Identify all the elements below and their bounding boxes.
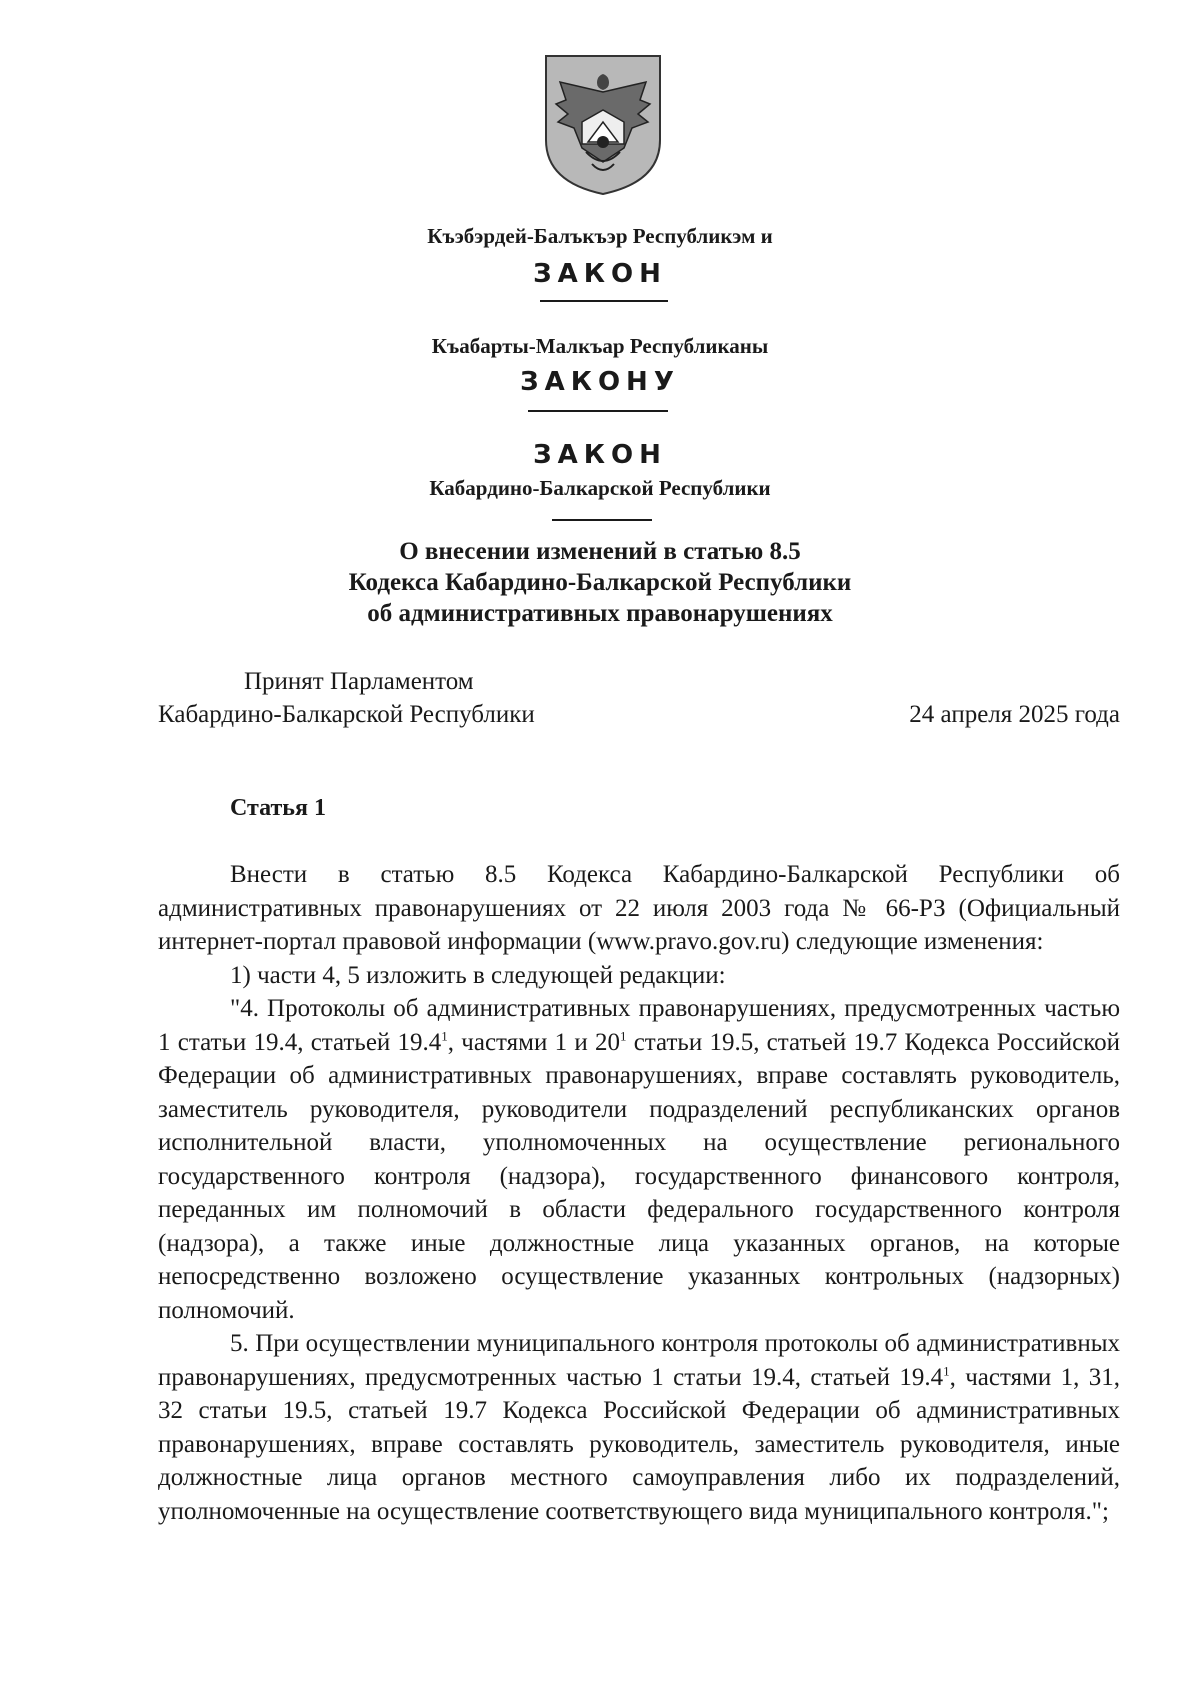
- text-run: , частями 1, 31, 32 статьи 19.5, статьей 19.7 Кодекса Российской Федерации об административных правонарушениях, вправе составлять руководитель, заместитель руководителя, иные должностные лица органов местного самоуправления либо их подразделений, уполномоченные на осуществление соответствующего вида муниципального контроля.";: [158, 1363, 1121, 1525]
- article-body: [158, 858, 1120, 1528]
- balkar-law-word: ЗАКОНУ: [520, 367, 680, 397]
- divider-rule: [552, 519, 652, 521]
- text-run: статьи 19.5, статьей 19.7 Кодекса Российской Федерации об административных правонарушениях, вправе составлять руководитель, заместитель руководителя, руководители подразделений республиканских органов исполнительной власти, уполномоченных на осуществление регионального государственного контроля (надзора), государственного финансового контроля, переданных им полномочий в области федерального государственного контроля (надзора), а также иные должностные лица указанных органов, на которые непосредственно возложено осуществление указанных контрольных (надзорных) полномочий.: [158, 1028, 1120, 1324]
- russian-title-line: Кабардино-Балкарской Республики: [429, 476, 771, 500]
- law-title-line: Кодекса Кабардино-Балкарской Республики: [348, 569, 852, 596]
- article-item: 1) части 4, 5 изложить в следующей редакции:: [230, 961, 726, 989]
- article-paragraph-5: [158, 1327, 1120, 1528]
- superscript: 1: [619, 1028, 627, 1044]
- text-run: 5. При осуществлении муниципального контроля протоколы об административных правонарушениях, предусмотренных частью 1 статьи 19.4, статьей 19.4: [158, 1330, 1120, 1391]
- article-heading: Статья 1: [230, 795, 326, 821]
- balkar-title-line: Къабарты-Малкъар Республиканы: [431, 334, 769, 358]
- kabardian-title-line: Къэбэрдей-Балъкъэр Республикэм и: [427, 224, 773, 248]
- article-intro: Внести в статью 8.5 Кодекса Кабардино-Балкарской Республики об административных правонарушениях от 22 июля 2003 года № 66-РЗ (Официальный интернет-портал правовой информации (www.pravo.gov.ru) следующие изменения:: [158, 861, 1120, 955]
- kabardian-law-word: ЗАКОН: [533, 259, 667, 289]
- adopted-parliament-line: Кабардино-Балкарской Республики: [158, 701, 535, 728]
- divider-rule: [540, 300, 668, 302]
- text-run: , частями 1 и 20: [447, 1028, 620, 1056]
- adopted-by-line: Принят Парламентом: [244, 668, 474, 695]
- coat-of-arms-emblem: [542, 52, 664, 197]
- russian-law-word: ЗАКОН: [533, 440, 667, 470]
- adoption-note: [158, 665, 535, 731]
- divider-rule: [528, 410, 668, 412]
- superscript: 1: [943, 1363, 950, 1379]
- law-title-line: О внесении изменений в статью 8.5: [399, 538, 801, 565]
- superscript: 1: [441, 1028, 448, 1044]
- law-title-line: об административных правонарушениях: [367, 600, 833, 627]
- text-run: "4. Протоколы об административных правонарушениях, предусмотренных частью 1 статьи 19.4, статьей 19.4: [158, 995, 1120, 1056]
- article-paragraph-4: [158, 992, 1120, 1327]
- law-title: [0, 536, 1200, 629]
- adoption-date: 24 апреля 2025 года: [909, 701, 1120, 728]
